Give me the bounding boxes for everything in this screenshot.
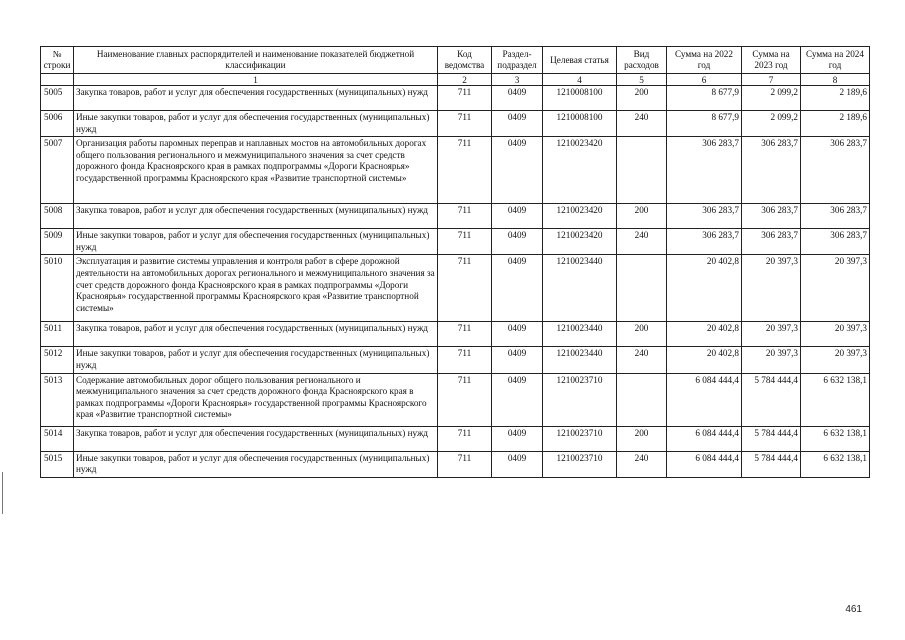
- row-expense-type: 200: [617, 426, 667, 451]
- column-number: 3: [492, 74, 543, 86]
- table-row: [41, 426, 870, 451]
- row-sum-2024: 306 283,7: [801, 229, 870, 255]
- header-section: Раздел-подраздел: [492, 47, 543, 74]
- page-number: 461: [845, 604, 862, 615]
- row-sum-2023: 306 283,7: [742, 229, 801, 255]
- row-dept-code: 711: [438, 322, 492, 347]
- row-name: Закупка товаров, работ и услуг для обеспечения государственных (муниципальных) нужд: [74, 86, 438, 111]
- row-expense-type: [617, 373, 667, 426]
- row-sum-2024: 6 632 138,1: [801, 451, 870, 477]
- row-number: 5011: [41, 322, 74, 347]
- column-number: 2: [438, 74, 492, 86]
- row-target-article: 1210023710: [543, 373, 617, 426]
- row-name: Иные закупки товаров, работ и услуг для обеспечения государственных (муниципальных) нужд: [74, 347, 438, 373]
- table-row: [41, 229, 870, 255]
- table-row: [41, 137, 870, 204]
- row-sum-2022: 20 402,8: [667, 347, 742, 373]
- row-sum-2022: 20 402,8: [667, 322, 742, 347]
- row-name: Эксплуатация и развитие системы управления и контроля работ в сфере дорожной деятельности на автомобильных дорогах регионального и межмуниципального значения за счет средств дорожного фонда Красноярского края в рамках подпрограммы «Дороги Красноярья» государственной программы Красноярского края «Развитие транспортной системы»: [74, 255, 438, 322]
- column-number: 4: [543, 74, 617, 86]
- row-sum-2023: 5 784 444,4: [742, 451, 801, 477]
- row-section: 0409: [492, 255, 543, 322]
- row-sum-2024: 2 189,6: [801, 111, 870, 137]
- row-sum-2023: 20 397,3: [742, 347, 801, 373]
- scan-edge-mark: [2, 472, 3, 514]
- column-number: 1: [74, 74, 438, 86]
- row-sum-2022: 8 677,9: [667, 111, 742, 137]
- row-sum-2024: 306 283,7: [801, 204, 870, 229]
- row-number: 5006: [41, 111, 74, 137]
- budget-table: [40, 46, 870, 478]
- row-dept-code: 711: [438, 86, 492, 111]
- row-section: 0409: [492, 229, 543, 255]
- row-sum-2023: 20 397,3: [742, 322, 801, 347]
- table-row: [41, 111, 870, 137]
- row-dept-code: 711: [438, 451, 492, 477]
- row-target-article: 1210023420: [543, 229, 617, 255]
- header-name: Наименование главных распорядителей и наименование показателей бюджетной классификации: [74, 47, 438, 74]
- column-number: 8: [801, 74, 870, 86]
- row-target-article: 1210023710: [543, 451, 617, 477]
- row-number: 5007: [41, 137, 74, 204]
- row-sum-2024: 6 632 138,1: [801, 426, 870, 451]
- header-sum-2022: Сумма на 2022 год: [667, 47, 742, 74]
- row-section: 0409: [492, 204, 543, 229]
- row-dept-code: 711: [438, 229, 492, 255]
- row-expense-type: 240: [617, 111, 667, 137]
- row-sum-2022: 306 283,7: [667, 229, 742, 255]
- row-section: 0409: [492, 86, 543, 111]
- column-number: 7: [742, 74, 801, 86]
- row-target-article: 1210023440: [543, 347, 617, 373]
- column-number: [41, 74, 74, 86]
- row-sum-2022: 6 084 444,4: [667, 451, 742, 477]
- row-section: 0409: [492, 111, 543, 137]
- row-expense-type: 200: [617, 204, 667, 229]
- row-dept-code: 711: [438, 137, 492, 204]
- row-section: 0409: [492, 322, 543, 347]
- row-dept-code: 711: [438, 204, 492, 229]
- row-sum-2023: 306 283,7: [742, 204, 801, 229]
- column-number: 5: [617, 74, 667, 86]
- row-target-article: 1210008100: [543, 86, 617, 111]
- row-number: 5005: [41, 86, 74, 111]
- table-row: [41, 322, 870, 347]
- row-name: Содержание автомобильных дорог общего пользования регионального и межмуниципального значения за счет средств дорожного фонда Красноярского края в рамках подпрограммы «Дороги Красноярья» государственной программы Красноярского края «Развитие транспортной системы»: [74, 373, 438, 426]
- row-dept-code: 711: [438, 373, 492, 426]
- header-sum-2023: Сумма на 2023 год: [742, 47, 801, 74]
- row-expense-type: 200: [617, 86, 667, 111]
- header-expense-type: Вид расходов: [617, 47, 667, 74]
- row-sum-2022: 6 084 444,4: [667, 426, 742, 451]
- row-section: 0409: [492, 373, 543, 426]
- row-number: 5013: [41, 373, 74, 426]
- row-sum-2022: 8 677,9: [667, 86, 742, 111]
- row-sum-2023: 2 099,2: [742, 111, 801, 137]
- row-dept-code: 711: [438, 255, 492, 322]
- row-expense-type: [617, 255, 667, 322]
- row-target-article: 1210023710: [543, 426, 617, 451]
- column-number: 6: [667, 74, 742, 86]
- row-sum-2024: 20 397,3: [801, 322, 870, 347]
- row-sum-2023: 306 283,7: [742, 137, 801, 204]
- row-target-article: 1210008100: [543, 111, 617, 137]
- column-number-row: [41, 74, 870, 86]
- header-row: [41, 47, 870, 74]
- row-name: Закупка товаров, работ и услуг для обеспечения государственных (муниципальных) нужд: [74, 426, 438, 451]
- row-sum-2024: 306 283,7: [801, 137, 870, 204]
- row-sum-2022: 6 084 444,4: [667, 373, 742, 426]
- row-section: 0409: [492, 137, 543, 204]
- table-row: [41, 373, 870, 426]
- row-sum-2024: 20 397,3: [801, 347, 870, 373]
- row-number: 5015: [41, 451, 74, 477]
- row-sum-2022: 306 283,7: [667, 204, 742, 229]
- row-target-article: 1210023440: [543, 322, 617, 347]
- row-expense-type: 240: [617, 229, 667, 255]
- row-number: 5009: [41, 229, 74, 255]
- row-name: Иные закупки товаров, работ и услуг для обеспечения государственных (муниципальных) нужд: [74, 111, 438, 137]
- row-number: 5010: [41, 255, 74, 322]
- row-target-article: 1210023440: [543, 255, 617, 322]
- row-dept-code: 711: [438, 111, 492, 137]
- table-row: [41, 86, 870, 111]
- row-sum-2022: 306 283,7: [667, 137, 742, 204]
- row-sum-2023: 5 784 444,4: [742, 373, 801, 426]
- row-sum-2023: 5 784 444,4: [742, 426, 801, 451]
- row-sum-2022: 20 402,8: [667, 255, 742, 322]
- row-section: 0409: [492, 347, 543, 373]
- row-dept-code: 711: [438, 426, 492, 451]
- row-sum-2024: 20 397,3: [801, 255, 870, 322]
- row-sum-2023: 20 397,3: [742, 255, 801, 322]
- header-sum-2024: Сумма на 2024 год: [801, 47, 870, 74]
- row-name: Иные закупки товаров, работ и услуг для обеспечения государственных (муниципальных) нужд: [74, 229, 438, 255]
- table-row: [41, 255, 870, 322]
- row-expense-type: 200: [617, 322, 667, 347]
- row-number: 5008: [41, 204, 74, 229]
- table-row: [41, 451, 870, 477]
- row-name: Иные закупки товаров, работ и услуг для обеспечения государственных (муниципальных) нужд: [74, 451, 438, 477]
- row-sum-2024: 2 189,6: [801, 86, 870, 111]
- row-sum-2024: 6 632 138,1: [801, 373, 870, 426]
- row-dept-code: 711: [438, 347, 492, 373]
- row-expense-type: 240: [617, 347, 667, 373]
- row-number: 5014: [41, 426, 74, 451]
- row-sum-2023: 2 099,2: [742, 86, 801, 111]
- row-target-article: 1210023420: [543, 137, 617, 204]
- header-target-article: Целевая статья: [543, 47, 617, 74]
- row-section: 0409: [492, 451, 543, 477]
- row-target-article: 1210023420: [543, 204, 617, 229]
- header-row-num: № строки: [41, 47, 74, 74]
- row-name: Закупка товаров, работ и услуг для обеспечения государственных (муниципальных) нужд: [74, 322, 438, 347]
- table-row: [41, 204, 870, 229]
- row-expense-type: [617, 137, 667, 204]
- row-name: Организация работы паромных переправ и наплавных мостов на автомобильных дорогах общего пользования регионального и межмуниципального значения за счет средств дорожного фонда Красноярского края в рамках подпрограммы «Дороги Красноярья» государственной программы Красноярского края «Развитие транспортной системы»: [74, 137, 438, 204]
- row-expense-type: 240: [617, 451, 667, 477]
- header-dept-code: Код ведомства: [438, 47, 492, 74]
- row-number: 5012: [41, 347, 74, 373]
- row-section: 0409: [492, 426, 543, 451]
- row-name: Закупка товаров, работ и услуг для обеспечения государственных (муниципальных) нужд: [74, 204, 438, 229]
- table-row: [41, 347, 870, 373]
